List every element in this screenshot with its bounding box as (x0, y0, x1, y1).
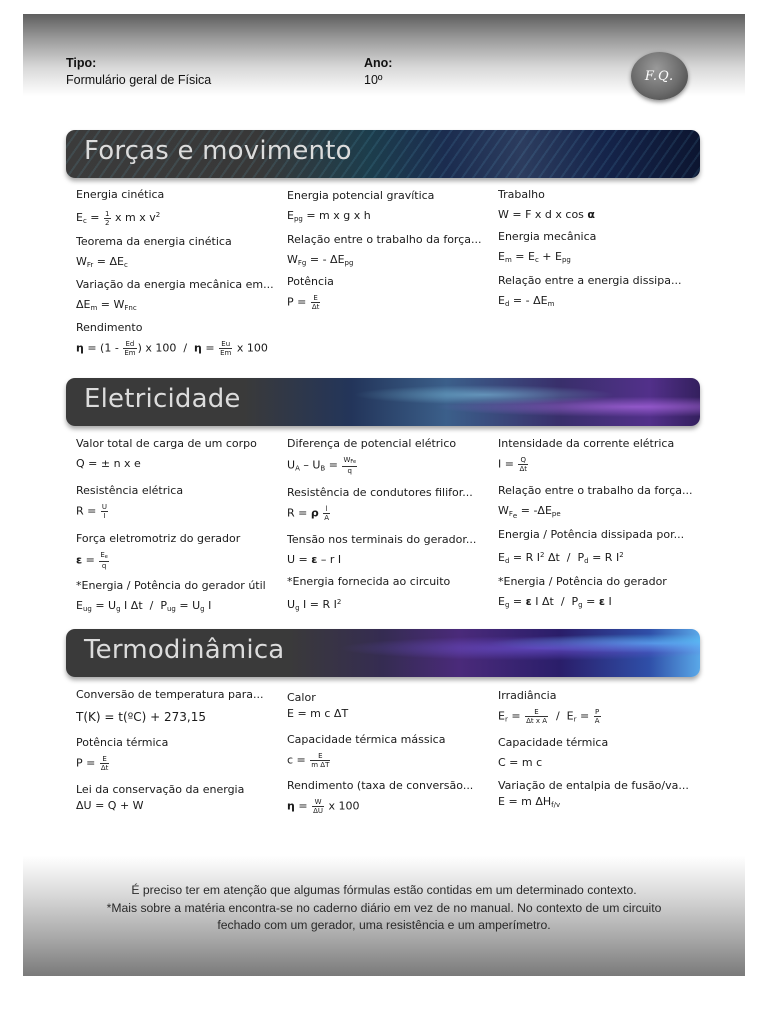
formula-item (498, 230, 703, 268)
formula-item (76, 235, 281, 273)
formula: $U_A - U_B$ = $\frac{W_{Fe}}{q}$ (287, 456, 357, 475)
formula-label: Diferença de potencial elétrico (287, 437, 457, 450)
tipo-label: Tipo: (66, 56, 97, 70)
formula-item (76, 579, 286, 617)
formula-item (498, 528, 703, 569)
formula-item (76, 278, 281, 316)
formula: $\Delta E_m = W_{Fnc}$ (76, 298, 137, 312)
formula: $E_{pg} = m$ x g x h (287, 209, 371, 223)
formula-item (76, 188, 281, 229)
formula-item (498, 736, 703, 771)
formula: η = (1 - $\frac{Ed}{Em}$ ) x 100 / η = $\frac{Eu}{Em}$ x 100 (76, 340, 268, 357)
formula: T(K) = t(ºC) + 273,15 (76, 710, 207, 724)
section-title: Eletricidade (84, 384, 241, 414)
formula-label: Variação de entalpia de fusão/va... (498, 779, 689, 792)
formula: $W_{Fr} = \Delta E_c$ (76, 255, 128, 269)
formula-label: Relação entre o trabalho da força... (498, 484, 693, 497)
section-banner-termodinamica (66, 629, 700, 677)
formula-item (287, 275, 492, 311)
formula: $E_d = R$ $I^2$ $\Delta t / P_d = R$ $I^2$ (498, 551, 624, 565)
formula-item (287, 779, 492, 815)
formula-label: Força eletromotriz do gerador (76, 532, 241, 545)
formula: $U_g$ I = R $I^2$ (287, 598, 342, 612)
formula-item (76, 321, 376, 357)
formula-label: Rendimento (taxa de conversão... (287, 779, 474, 792)
formula-label: *Energia fornecida ao circuito (287, 575, 451, 588)
footnote-line-3: fechado com um gerador, uma resistência e um amperímetro. (217, 918, 551, 932)
formula-item (287, 691, 492, 722)
section-banner-eletricidade (66, 378, 700, 426)
formula: P = $\frac{E}{\Delta t}$ (76, 755, 109, 772)
formula-item (287, 533, 492, 568)
formula: E = m c ΔT (287, 707, 349, 720)
formula-item (76, 783, 281, 814)
formula: η = $\frac{W}{\Delta U}$ x 100 (287, 798, 360, 815)
formula-label: Lei da conservação da energia (76, 783, 245, 796)
formula-item (498, 689, 703, 728)
formula: E = m $\Delta H_{f/v}$ (498, 795, 561, 809)
formula-label: Energia potencial gravítica (287, 189, 435, 202)
formula-label: Energia mecânica (498, 230, 597, 243)
formula-item (287, 733, 492, 769)
formula-label: Resistência elétrica (76, 484, 184, 497)
formula: $E_g = \varepsilon$ I $\Delta t / P_g = \varepsilon$ I (498, 595, 612, 609)
formula-item (498, 779, 703, 813)
formula-item (287, 233, 492, 271)
formula: I = $\frac{Q}{\Delta t}$ (498, 456, 528, 473)
formula-sheet-page (23, 14, 745, 976)
formula: U = ε – r I (287, 553, 342, 566)
formula-label: Tensão nos terminais do gerador... (287, 533, 477, 546)
formula-item (498, 188, 703, 223)
formula: R = $\frac{U}{I}$ (76, 503, 107, 520)
formula-label: Teorema da energia cinética (76, 235, 232, 248)
section-banner-forcas (66, 130, 700, 178)
formula-label: Relação entre o trabalho da força... (287, 233, 482, 246)
formula-label: Energia / Potência dissipada por... (498, 528, 685, 541)
formula-label: Potência térmica (76, 736, 169, 749)
formula-label: Rendimento (76, 321, 143, 334)
section-title: Forças e movimento (84, 136, 352, 166)
formula-label: Energia cinética (76, 188, 165, 201)
formula-label: Valor total de carga de um corpo (76, 437, 257, 450)
formula-item (76, 484, 281, 520)
formula-label: Irradiância (498, 689, 557, 702)
tipo-value: Formulário geral de Física (66, 73, 212, 87)
formula-label: *Energia / Potência do gerador útil (76, 579, 266, 592)
formula-label: Relação entre a energia dissipa... (498, 274, 682, 287)
formula-label: *Energia / Potência do gerador (498, 575, 667, 588)
formula: $E_c$ = $\frac{1}{2}$ x m x $v^2$ (76, 209, 161, 227)
formula: R = ρ $\frac{l}{A}$ (287, 505, 330, 522)
formula-item (498, 274, 703, 312)
formula: Q = ± n x e (76, 457, 141, 470)
formula-label: Intensidade da corrente elétrica (498, 437, 675, 450)
formula-item (498, 484, 703, 524)
formula-label: Capacidade térmica mássica (287, 733, 446, 746)
formula-item (498, 437, 703, 473)
formula-label: Potência (287, 275, 334, 288)
formula: $E_{ug} = U_g$ I $\Delta t / P_{ug} = U_g$ I (76, 599, 212, 613)
formula: P = $\frac{E}{\Delta t}$ (287, 294, 320, 311)
formula: $W_{Fg}$ = - $\Delta E_{pg}$ (287, 253, 354, 267)
formula: W = F x d x cos α (498, 208, 595, 221)
formula-item (287, 189, 492, 227)
formula: c = $\frac{E}{\text{m ΔT}}$ (287, 752, 330, 769)
formula-label: Conversão de temperatura para... (76, 688, 264, 701)
formula-item (76, 437, 281, 472)
formula-label: Calor (287, 691, 316, 704)
formula: ΔU = Q + W (76, 799, 144, 812)
formula-item (498, 575, 703, 613)
ano-label: Ano: (364, 56, 393, 70)
footnote-line-2: *Mais sobre a matéria encontra-se no caderno diário em vez de no manual. No contexto de um circuito (106, 901, 662, 915)
formula-label: Variação da energia mecânica em... (76, 278, 274, 291)
formula-item (287, 437, 492, 477)
footnote-line-1: É preciso ter em atenção que algumas fórmulas estão contidas em um determinado contexto. (131, 883, 637, 897)
formula-item (287, 575, 492, 616)
formula-label: Trabalho (498, 188, 545, 201)
formula-label: Capacidade térmica (498, 736, 609, 749)
formula: $E_d$ = - $\Delta E_m$ (498, 294, 555, 308)
formula-item (287, 486, 492, 522)
formula-label: Resistência de condutores filifor... (287, 486, 473, 499)
formula: ε = $\frac{E_e}{q}$ (76, 551, 108, 570)
formula-item (76, 532, 281, 570)
formula: $E_m = E_c + E_{pg}$ (498, 250, 571, 264)
formula: $E_r$ = $\frac{E}{\text{Δt x A}}$ / $E_r$ = $\frac{P}{A}$ (498, 708, 600, 725)
ano-value: 10º (364, 73, 383, 87)
section-title: Termodinâmica (84, 635, 285, 665)
formula: C = m c (498, 756, 543, 769)
formula-item (76, 736, 281, 772)
formula: $W_{F_e} = -\Delta E_{pe}$ (498, 504, 561, 520)
formula-item (76, 688, 281, 725)
fq-badge: F.Q. (631, 52, 688, 100)
